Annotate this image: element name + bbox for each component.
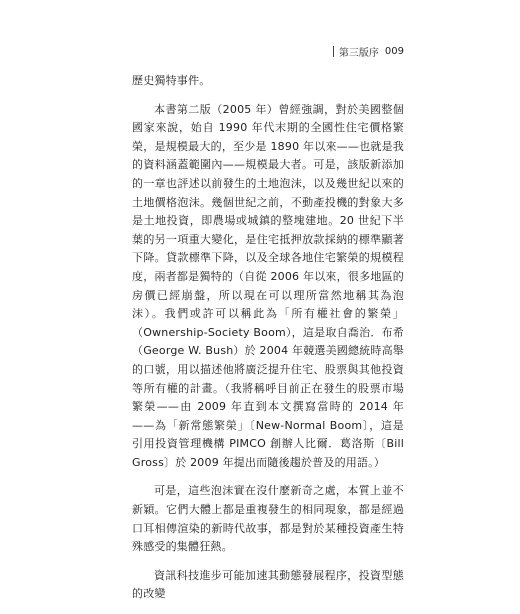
paragraph: 本書第二版（2005 年）曾經強調，對於美國整個國家來說，始自 1990 年代末期的全國性住宅價格繁榮，是規模最大的，至少是 1890 年以來——也就是我的資料涵蓋範圍內——規模最大者。可是，該版新添加的一章也評述以前發生的土地泡沫，以及幾世紀以來的土地價格泡沫。幾個世紀之前，不動產投機的對象大多是土地投資，即農場或城鎮的整塊建地。20 世紀下半葉的另一項重大變化，是住宅抵押放款採納的標準顯著下降。貸款標準下降，以及全球各地住宅繁榮的規模程度，兩者都是獨特的（自從 2006 年以來，很多地區的房價已經崩盤，所以現在可以理所當然地稱其為泡沫）。我們或許可以稱此為「所有權社會的繁榮」（Ownership-Society Boom），這是取自喬治．布希（George W. Bush）於 2004 年競選美國總統時高舉的口號，用以描述他將廣泛提升住宅、股票與其他投資等所有權的計畫。（我將稱呼目前正在發生的股票市場繁榮——由 2009 年直到本文撰寫當時的 2014 年——為「新常態繁榮」〔New-Normal Boom〕，這是引用投資管理機構 PIMCO 創辦人比爾．葛洛斯〔Bill Gross〕於 2009 年提出而隨後趨於普及的用語。）	[132, 102, 405, 469]
paragraph-continuation: 歷史獨特事件。	[132, 74, 211, 87]
header-divider	[333, 46, 334, 57]
body-text	[132, 72, 404, 614]
chapter-title: 第三版序	[338, 48, 379, 59]
running-header	[333, 44, 404, 59]
page-number: 009	[384, 46, 404, 57]
paragraph: 資訊科技進步可能加速其動態發展程序，投資型態的改變	[132, 568, 404, 601]
paragraph: 可是，這些泡沫實在沒什麼新奇之處，本質上並不新穎。它們大體上都是重複發生的相同現象，都是經過口耳相傳渲染的新時代故事，都是對於某種投資產生特殊感受的集體狂熱。	[132, 484, 404, 554]
